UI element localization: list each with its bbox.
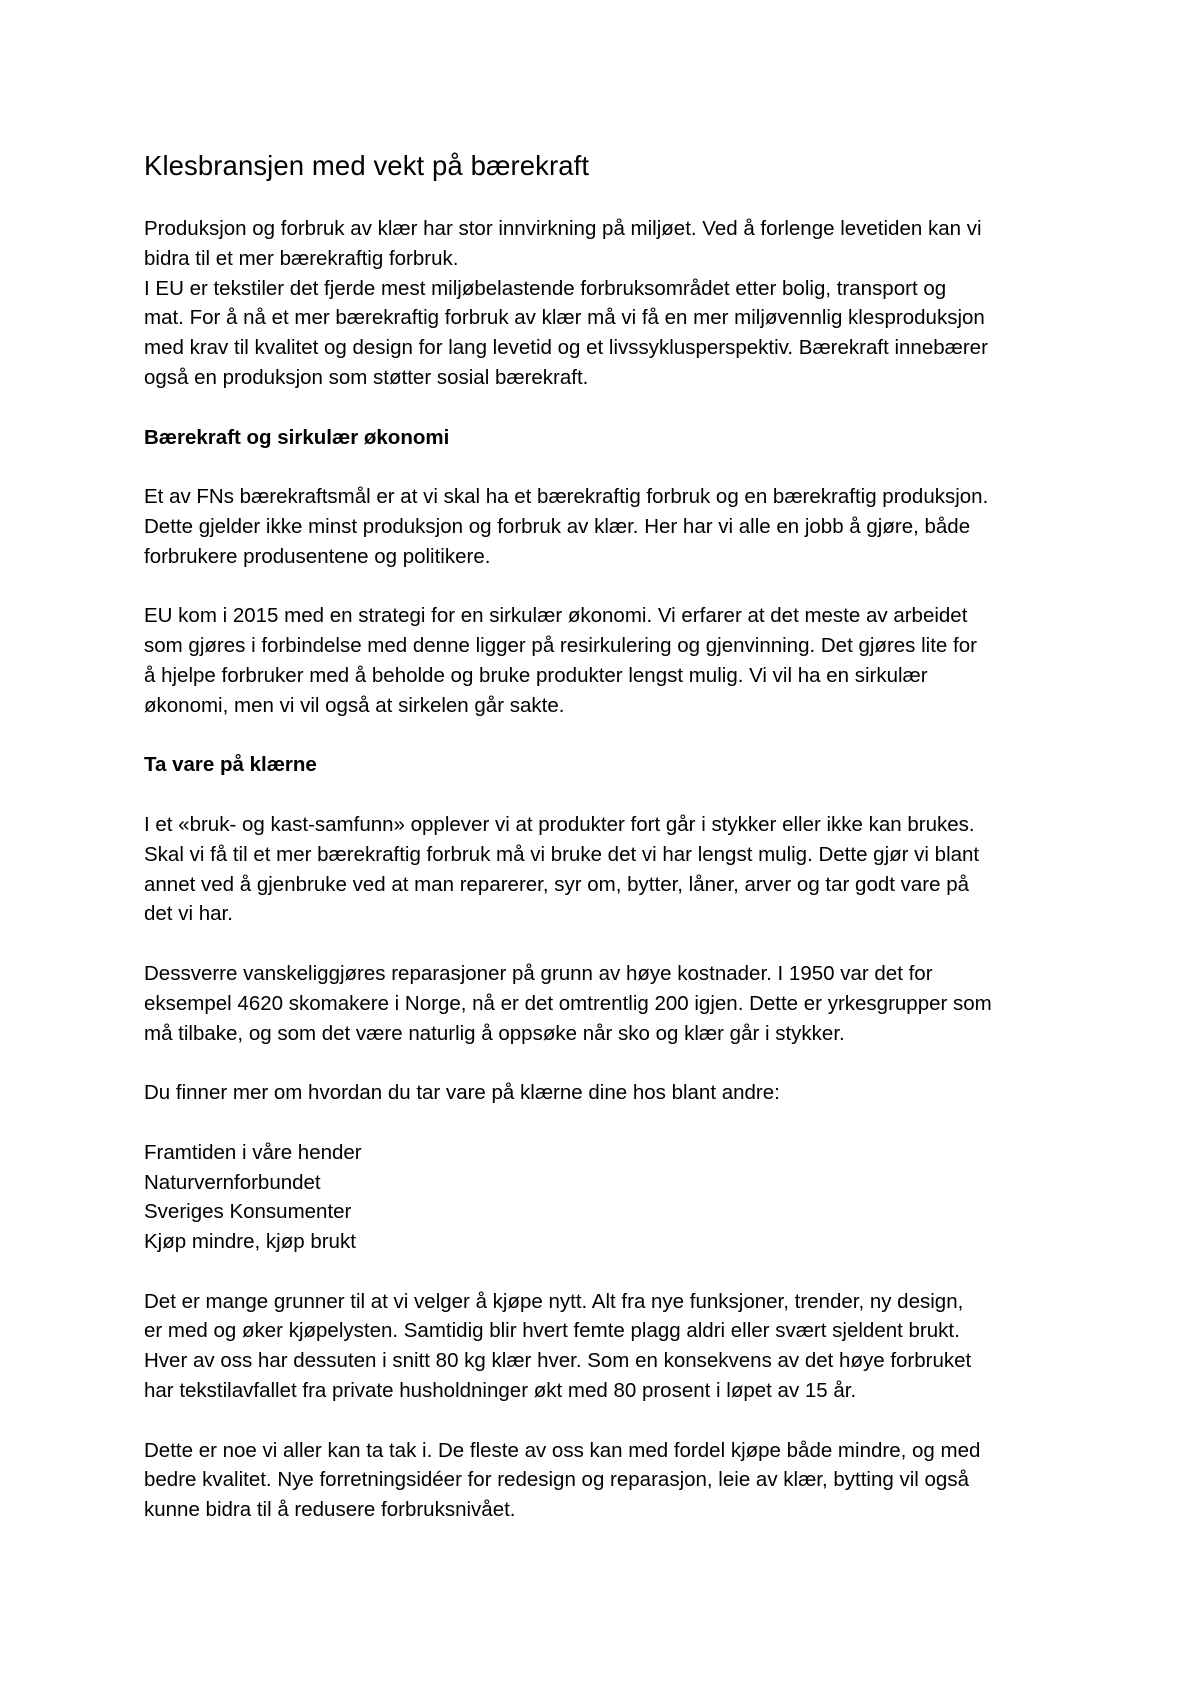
paragraph-throwaway-society [144, 810, 1084, 929]
text-line: EU kom i 2015 med en strategi for en sirkulær økonomi. Vi erfarer at det meste av arbeidet [144, 604, 968, 628]
text-line: må tilbake, og som det være naturlig å oppsøke når sko og klær går i stykker. [144, 1021, 845, 1045]
paragraph-conclusion [144, 1436, 1084, 1525]
text-line: bidra til et mer bærekraftig forbruk. [144, 246, 459, 270]
text-line: det vi har. [144, 902, 233, 926]
paragraph-sdg [144, 482, 1084, 571]
section-heading-care: Ta vare på klærne [144, 753, 317, 777]
text-line: som gjøres i forbindelse med denne ligger på resirkulering og gjenvinning. Det gjøres lite for [144, 634, 977, 658]
text-line: Skal vi få til et mer bærekraftig forbruk må vi bruke det vi har lengst mulig. Dette gjør vi blant [144, 842, 980, 866]
text-line: har tekstilavfallet fra private husholdninger økt med 80 prosent i løpet av 15 år. [144, 1379, 857, 1403]
text-line: Dette gjelder ikke minst produksjon og forbruk av klær. Her har vi alle en jobb å gjøre, både [144, 514, 971, 538]
text-line: annet ved å gjenbruke ved at man reparerer, syr om, bytter, låner, arver og tar godt vare på [144, 872, 970, 896]
text-line: kunne bidra til å redusere forbruksnivået. [144, 1498, 516, 1522]
text-line: økonomi, men vi vil også at sirkelen går sakte. [144, 693, 565, 717]
text-line: bedre kvalitet. Nye forretningsidéer for redesign og reparasjon, leie av klær, bytting vil også [144, 1468, 969, 1492]
text-line: forbrukere produsentene og politikere. [144, 544, 491, 568]
document-body [144, 148, 1084, 1555]
resource-item-sveriges-konsumenter[interactable]: Sveriges Konsumenter [144, 1200, 352, 1224]
resource-list [144, 1138, 1084, 1257]
text-line: Dette er noe vi aller kan ta tak i. De fleste av oss kan med fordel kjøpe både mindre, og med [144, 1438, 981, 1462]
intro-paragraph [144, 214, 1084, 393]
text-line: Det er mange grunner til at vi velger å kjøpe nytt. Alt fra nye funksjoner, trender, ny design, [144, 1289, 964, 1313]
text-line: Hver av oss har dessuten i snitt 80 kg klær hver. Som en konsekvens av det høye forbruket [144, 1349, 972, 1373]
text-line: mat. For å nå et mer bærekraftig forbruk av klær må vi få en mer miljøvennlig klesproduksjon [144, 306, 985, 330]
text-line: Et av FNs bærekraftsmål er at vi skal ha et bærekraftig forbruk og en bærekraftig produksjon. [144, 485, 989, 509]
text-line: I EU er tekstiler det fjerde mest miljøbelastende forbruksområdet etter bolig, transport og [144, 276, 947, 300]
paragraph-eu-strategy [144, 601, 1084, 720]
paragraph-buying-reasons [144, 1287, 1084, 1406]
text-line: eksempel 4620 skomakere i Norge, nå er det omtrentlig 200 igjen. Dette er yrkesgrupper som [144, 991, 992, 1015]
text-line: med krav til kvalitet og design for lang levetid og et livssyklusperspektiv. Bærekraft innebærer [144, 336, 988, 360]
text-line: er med og øker kjøpelysten. Samtidig blir hvert femte plagg aldri eller svært sjeldent brukt. [144, 1319, 960, 1343]
paragraph-find-more: Du finner mer om hvordan du tar vare på klærne dine hos blant andre: [144, 1081, 780, 1105]
resource-item-framtiden[interactable]: Framtiden i våre hender [144, 1140, 362, 1164]
text-line: å hjelpe forbruker med å beholde og bruke produkter lengst mulig. Vi vil ha en sirkulær [144, 663, 928, 687]
text-line: Dessverre vanskeliggjøres reparasjoner på grunn av høye kostnader. I 1950 var det for [144, 961, 933, 985]
text-line: Produksjon og forbruk av klær har stor innvirkning på miljøet. Ved å forlenge levetiden kan vi [144, 217, 982, 240]
resource-item-naturvernforbundet[interactable]: Naturvernforbundet [144, 1170, 321, 1194]
text-line: også en produksjon som støtter sosial bærekraft. [144, 365, 589, 389]
document-title: Klesbransjen med vekt på bærekraft [144, 150, 590, 181]
text-line: I et «bruk- og kast-samfunn» opplever vi at produkter fort går i stykker eller ikke kan brukes. [144, 812, 975, 836]
paragraph-repairs [144, 959, 1084, 1048]
section-heading-sustainability: Bærekraft og sirkulær økonomi [144, 425, 450, 449]
resource-item-kjop-mindre[interactable]: Kjøp mindre, kjøp brukt [144, 1230, 356, 1254]
